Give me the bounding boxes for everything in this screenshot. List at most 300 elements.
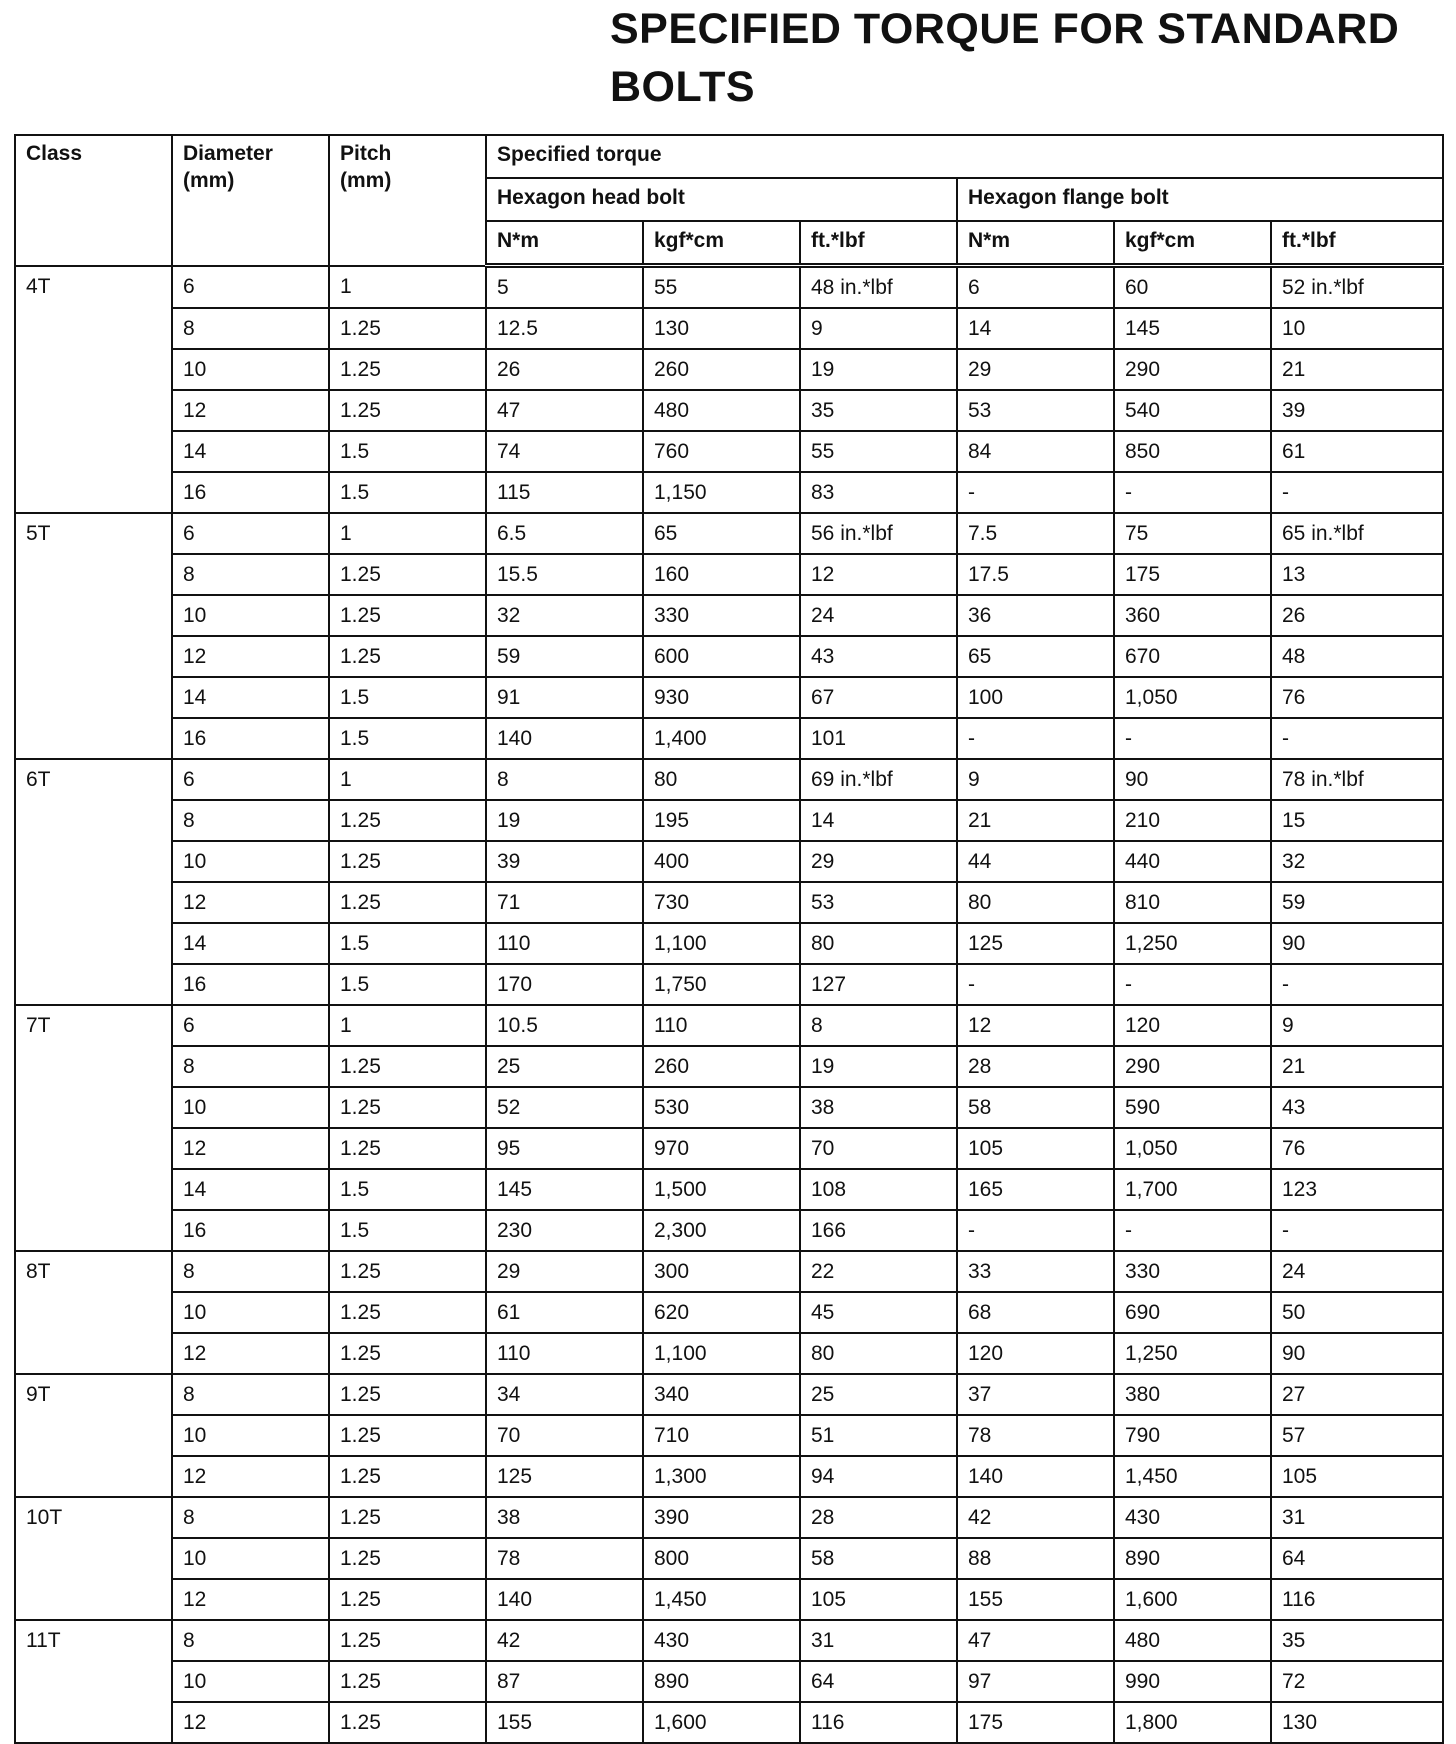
table-cell: 31 [800,1620,957,1661]
table-cell: 15 [1271,800,1443,841]
table-row [15,1292,1443,1333]
table-cell: 8 [172,308,329,349]
table-cell: 730 [643,882,800,923]
table-cell: 47 [486,390,643,431]
table-cell: 850 [1114,431,1271,472]
header-hexagon-flange-bolt: Hexagon flange bolt [957,178,1443,221]
table-cell: 14 [957,308,1114,349]
table-cell: 95 [486,1128,643,1169]
table-cell: 83 [800,472,957,513]
table-cell: 108 [800,1169,957,1210]
table-cell: 14 [172,1169,329,1210]
table-cell: 125 [957,923,1114,964]
table-cell: 130 [643,308,800,349]
table-cell: 35 [1271,1620,1443,1661]
table-cell: 430 [643,1620,800,1661]
table-cell: 24 [800,595,957,636]
table-cell: 36 [957,595,1114,636]
table-cell: 155 [486,1702,643,1743]
table-cell: 155 [957,1579,1114,1620]
table-cell: 12 [172,1333,329,1374]
table-cell: 1.25 [329,1374,486,1415]
table-cell: 8 [172,1251,329,1292]
table-cell: 71 [486,882,643,923]
table-cell: 19 [800,349,957,390]
table-cell: 8 [800,1005,957,1046]
table-cell: 37 [957,1374,1114,1415]
header-unit-kgfcm-flange: kgf*cm [1114,221,1271,266]
table-cell: 12 [172,1456,329,1497]
table-cell: 52 in.*lbf [1271,266,1443,309]
table-cell: 1.5 [329,1169,486,1210]
table-cell: 1,050 [1114,677,1271,718]
table-cell: 1.5 [329,431,486,472]
table-cell: 100 [957,677,1114,718]
table-cell: 16 [172,1210,329,1251]
table-cell: 145 [1114,308,1271,349]
table-cell: 6 [957,266,1114,309]
header-diameter-label: Diameter (mm) [183,142,273,192]
table-cell: 97 [957,1661,1114,1702]
table-cell: 1.5 [329,472,486,513]
table-cell: 65 [643,513,800,554]
table-cell: 1.25 [329,1415,486,1456]
table-cell: 210 [1114,800,1271,841]
table-cell: 130 [1271,1702,1443,1743]
table-cell: 56 in.*lbf [800,513,957,554]
table-cell: 380 [1114,1374,1271,1415]
table-cell: 120 [1114,1005,1271,1046]
table-cell: 21 [1271,349,1443,390]
table-cell: 1,500 [643,1169,800,1210]
table-row [15,677,1443,718]
table-cell: 50 [1271,1292,1443,1333]
table-row [15,513,1443,554]
table-cell: 61 [1271,431,1443,472]
table-cell: 110 [643,1005,800,1046]
table-cell: 25 [486,1046,643,1087]
table-cell: 42 [957,1497,1114,1538]
table-cell: - [1271,964,1443,1005]
table-cell: 670 [1114,636,1271,677]
table-cell: 430 [1114,1497,1271,1538]
table-cell: 1.25 [329,1251,486,1292]
table-cell: 890 [643,1661,800,1702]
table-cell: 90 [1271,1333,1443,1374]
table-cell: 27 [1271,1374,1443,1415]
table-cell: 115 [486,472,643,513]
table-cell: 61 [486,1292,643,1333]
table-cell: 90 [1114,759,1271,800]
table-cell: 51 [800,1415,957,1456]
table-cell: 1,450 [1114,1456,1271,1497]
table-cell: 10 [172,349,329,390]
table-cell: 29 [800,841,957,882]
table-cell: 35 [800,390,957,431]
table-cell: 1,100 [643,1333,800,1374]
table-cell: 34 [486,1374,643,1415]
table-cell: 1.5 [329,718,486,759]
table-cell: 53 [800,882,957,923]
table-cell: 1.25 [329,1579,486,1620]
table-row [15,1702,1443,1743]
table-cell: 69 in.*lbf [800,759,957,800]
table-cell: 76 [1271,1128,1443,1169]
table-cell: 1,400 [643,718,800,759]
header-pitch-label: Pitch (mm) [340,142,392,192]
table-cell: 1,800 [1114,1702,1271,1743]
table-cell: 80 [643,759,800,800]
table-cell: 1,150 [643,472,800,513]
table-cell: 33 [957,1251,1114,1292]
table-cell: 32 [1271,841,1443,882]
table-cell: 1.25 [329,554,486,595]
table-row [15,636,1443,677]
table-cell: 26 [1271,595,1443,636]
table-cell: 22 [800,1251,957,1292]
table-row [15,308,1443,349]
table-cell: 21 [957,800,1114,841]
header-diameter [172,135,329,266]
table-cell: 1.25 [329,636,486,677]
table-cell: 600 [643,636,800,677]
class-cell: 7T [15,1005,172,1251]
table-cell: 165 [957,1169,1114,1210]
table-row [15,1497,1443,1538]
table-cell: 1.25 [329,882,486,923]
table-cell: 17.5 [957,554,1114,595]
table-cell: 65 in.*lbf [1271,513,1443,554]
table-row [15,1005,1443,1046]
table-cell: 1,100 [643,923,800,964]
table-cell: 12 [172,1128,329,1169]
table-cell: 32 [486,595,643,636]
table-cell: 58 [957,1087,1114,1128]
table-cell: 12.5 [486,308,643,349]
table-cell: 43 [800,636,957,677]
table-row [15,1333,1443,1374]
table-row [15,595,1443,636]
table-cell: 760 [643,431,800,472]
table-cell: 39 [1271,390,1443,431]
table-row [15,349,1443,390]
table-cell: 31 [1271,1497,1443,1538]
table-cell: 970 [643,1128,800,1169]
table-cell: 10 [172,1292,329,1333]
table-row [15,1210,1443,1251]
table-cell: 480 [643,390,800,431]
table-cell: 116 [1271,1579,1443,1620]
table-cell: 90 [1271,923,1443,964]
table-cell: 1.25 [329,1046,486,1087]
table-cell: 28 [800,1497,957,1538]
table-cell: 24 [1271,1251,1443,1292]
table-cell: 8 [172,1620,329,1661]
table-cell: 29 [957,349,1114,390]
header-specified-torque: Specified torque [486,135,1443,178]
table-cell: 540 [1114,390,1271,431]
table-cell: 74 [486,431,643,472]
table-cell: 48 [1271,636,1443,677]
table-cell: 990 [1114,1661,1271,1702]
class-cell: 6T [15,759,172,1005]
table-cell: 127 [800,964,957,1005]
table-cell: 10 [172,595,329,636]
table-cell: 1,700 [1114,1169,1271,1210]
table-row [15,718,1443,759]
table-cell: 48 in.*lbf [800,266,957,309]
table-cell: 60 [1114,266,1271,309]
table-cell: 170 [486,964,643,1005]
table-cell: 38 [800,1087,957,1128]
table-cell: 400 [643,841,800,882]
table-cell: 12 [957,1005,1114,1046]
table-cell: 175 [957,1702,1114,1743]
table-body [15,266,1443,1744]
table-cell: 480 [1114,1620,1271,1661]
table-cell: 14 [800,800,957,841]
header-unit-ftlbf-flange: ft.*lbf [1271,221,1443,266]
table-cell: - [957,472,1114,513]
class-cell: 11T [15,1620,172,1743]
table-cell: 59 [486,636,643,677]
table-cell: 91 [486,677,643,718]
torque-table [14,134,1444,1744]
table-cell: 890 [1114,1538,1271,1579]
table-cell: 1.25 [329,1620,486,1661]
table-cell: 260 [643,1046,800,1087]
table-cell: 10.5 [486,1005,643,1046]
table-cell: 1.25 [329,349,486,390]
table-cell: 80 [957,882,1114,923]
table-row [15,882,1443,923]
table-cell: 10 [172,1661,329,1702]
table-cell: - [1114,718,1271,759]
table-cell: 9 [800,308,957,349]
table-row [15,841,1443,882]
table-cell: 530 [643,1087,800,1128]
table-cell: 166 [800,1210,957,1251]
table-row [15,431,1443,472]
table-row [15,1128,1443,1169]
table-cell: 1,600 [1114,1579,1271,1620]
table-cell: 145 [486,1169,643,1210]
table-cell: - [957,1210,1114,1251]
table-cell: 87 [486,1661,643,1702]
table-cell: 140 [486,718,643,759]
table-row [15,1456,1443,1497]
header-pitch [329,135,486,266]
table-cell: 790 [1114,1415,1271,1456]
table-cell: 8 [172,800,329,841]
table-row [15,759,1443,800]
table-cell: 12 [172,1579,329,1620]
table-cell: 2,300 [643,1210,800,1251]
table-cell: 105 [957,1128,1114,1169]
table-cell: 58 [800,1538,957,1579]
table-cell: 84 [957,431,1114,472]
class-cell: 10T [15,1497,172,1620]
table-row [15,1415,1443,1456]
table-cell: 230 [486,1210,643,1251]
table-cell: 16 [172,718,329,759]
table-cell: 330 [1114,1251,1271,1292]
table-cell: 1,050 [1114,1128,1271,1169]
table-row [15,1620,1443,1661]
table-cell: 710 [643,1415,800,1456]
table-cell: 7.5 [957,513,1114,554]
table-row [15,390,1443,431]
table-cell: 55 [800,431,957,472]
table-cell: 10 [172,1415,329,1456]
table-cell: 53 [957,390,1114,431]
table-cell: 38 [486,1497,643,1538]
table-row [15,964,1443,1005]
table-cell: 44 [957,841,1114,882]
table-cell: 1,250 [1114,923,1271,964]
table-row [15,472,1443,513]
table-cell: 290 [1114,349,1271,390]
table-cell: 12 [172,1702,329,1743]
table-cell: 105 [1271,1456,1443,1497]
table-cell: 16 [172,472,329,513]
table-cell: 68 [957,1292,1114,1333]
table-cell: 6 [172,759,329,800]
table-cell: 57 [1271,1415,1443,1456]
table-cell: 300 [643,1251,800,1292]
table-cell: 21 [1271,1046,1443,1087]
table-row [15,1538,1443,1579]
table-cell: 14 [172,431,329,472]
table-cell: 75 [1114,513,1271,554]
table-cell: 8 [172,1497,329,1538]
table-cell: 1.25 [329,1702,486,1743]
table-cell: 55 [643,266,800,309]
table-cell: 42 [486,1620,643,1661]
table-header [15,135,1443,266]
table-cell: 64 [800,1661,957,1702]
table-cell: 140 [957,1456,1114,1497]
table-cell: 65 [957,636,1114,677]
table-cell: 25 [800,1374,957,1415]
table-cell: 29 [486,1251,643,1292]
table-cell: 67 [800,677,957,718]
table-cell: 52 [486,1087,643,1128]
table-cell: 1.25 [329,1497,486,1538]
table-cell: 340 [643,1374,800,1415]
table-cell: 125 [486,1456,643,1497]
table-cell: 1 [329,759,486,800]
table-cell: 260 [643,349,800,390]
table-cell: 5 [486,266,643,309]
table-cell: 9 [1271,1005,1443,1046]
table-cell: 10 [172,1087,329,1128]
table-cell: 110 [486,923,643,964]
table-cell: 45 [800,1292,957,1333]
table-cell: 6.5 [486,513,643,554]
table-cell: 14 [172,677,329,718]
table-cell: 72 [1271,1661,1443,1702]
page-title: SPECIFIED TORQUE FOR STANDARD BOLTS [610,5,1400,111]
table-cell: 620 [643,1292,800,1333]
header-unit-kgfcm-head: kgf*cm [643,221,800,266]
table-cell: 360 [1114,595,1271,636]
header-hexagon-head-bolt: Hexagon head bolt [486,178,957,221]
table-cell: 8 [486,759,643,800]
table-cell: 59 [1271,882,1443,923]
table-cell: 19 [800,1046,957,1087]
table-row [15,266,1443,309]
table-cell: 800 [643,1538,800,1579]
header-unit-ftlbf-head: ft.*lbf [800,221,957,266]
table-cell: 80 [800,923,957,964]
table-cell: 47 [957,1620,1114,1661]
table-row [15,1046,1443,1087]
header-unit-nm-head: N*m [486,221,643,266]
table-cell: - [1271,718,1443,759]
table-cell: 175 [1114,554,1271,595]
table-cell: 80 [800,1333,957,1374]
table-cell: 26 [486,349,643,390]
table-cell: 140 [486,1579,643,1620]
table-cell: 10 [1271,308,1443,349]
table-cell: 10 [172,841,329,882]
table-cell: 1,750 [643,964,800,1005]
table-cell: - [1114,472,1271,513]
table-cell: 39 [486,841,643,882]
table-cell: 123 [1271,1169,1443,1210]
table-cell: 1,250 [1114,1333,1271,1374]
table-cell: 1.5 [329,964,486,1005]
table-cell: 1.25 [329,1087,486,1128]
table-cell: 1 [329,1005,486,1046]
table-cell: 1.25 [329,595,486,636]
class-cell: 8T [15,1251,172,1374]
table-row [15,1374,1443,1415]
table-cell: 12 [172,390,329,431]
table-cell: 330 [643,595,800,636]
table-cell: 1.25 [329,1128,486,1169]
table-cell: 10 [172,1538,329,1579]
table-cell: 78 [486,1538,643,1579]
table-cell: 1.25 [329,1538,486,1579]
table-row [15,554,1443,595]
table-row [15,1251,1443,1292]
table-cell: 390 [643,1497,800,1538]
class-cell: 9T [15,1374,172,1497]
table-cell: 110 [486,1333,643,1374]
table-cell: 690 [1114,1292,1271,1333]
table-row [15,1661,1443,1702]
table-row [15,800,1443,841]
table-cell: - [1271,472,1443,513]
table-cell: 43 [1271,1087,1443,1128]
table-cell: 12 [800,554,957,595]
table-cell: 1.25 [329,800,486,841]
header-class: Class [15,135,172,266]
table-cell: 1.5 [329,1210,486,1251]
table-cell: 1.25 [329,1661,486,1702]
table-cell: 101 [800,718,957,759]
table-cell: 70 [486,1415,643,1456]
table-cell: 78 [957,1415,1114,1456]
table-cell: - [957,718,1114,759]
header-unit-nm-flange: N*m [957,221,1114,266]
table-cell: 440 [1114,841,1271,882]
table-cell: 120 [957,1333,1114,1374]
table-cell: - [1114,1210,1271,1251]
table-cell: 8 [172,554,329,595]
